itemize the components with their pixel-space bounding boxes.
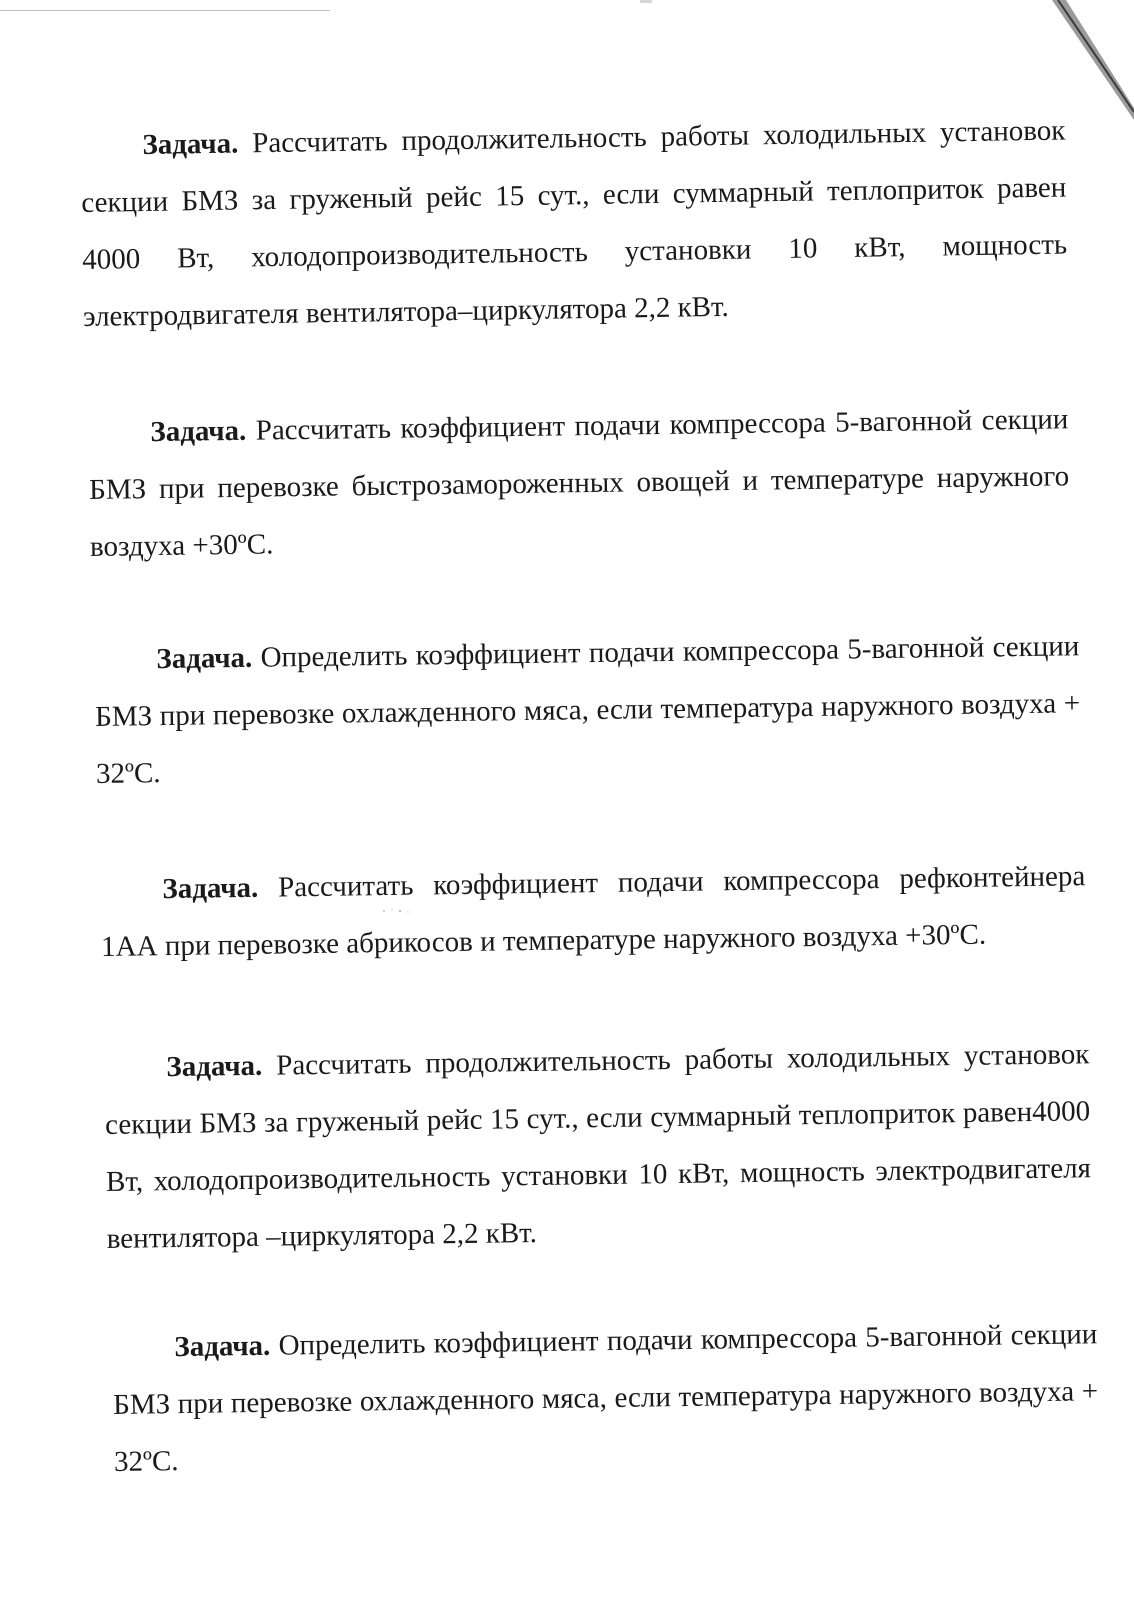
scan-mark	[640, 0, 652, 3]
task-text: Рассчитать коэффициент подачи компрессора рефконтейнера 1АА при перевозке абрикосов и температуре наружного воздуха +30ºС.	[100, 860, 1086, 963]
task-text: Рассчитать продолжительность работы холодильных установок секции БМЗ за груженый рейс 15 сут., если суммарный теплоприток равен 4000 Вт, холодопроизводительность установки 10 кВт, мощность электродвигателя вентилятора–циркулятора 2,2 кВт.	[81, 114, 1068, 333]
task-paragraph-2	[88, 391, 1070, 576]
task-label: Задача.	[156, 641, 253, 676]
task-paragraph-5	[104, 1026, 1092, 1268]
task-paragraph-4	[100, 848, 1086, 976]
task-label: Задача.	[174, 1329, 271, 1364]
scan-edge-line	[0, 10, 330, 11]
task-paragraph-6	[112, 1306, 1099, 1491]
task-text: Определить коэффициент подачи компрессора 5-вагонной секции БМЗ при перевозке охлажденного мяса, если температура наружного воздуха + 32ºС.	[94, 630, 1081, 790]
task-text: Рассчитать продолжительность работы холодильных установок секции БМЗ за груженый рейс 15 сут., если суммарный теплоприток равен4000 Вт, холодопроизводительность установки 10 кВт, мощность электродвигателя вентилятора –циркулятора 2,2 кВт.	[104, 1038, 1092, 1255]
task-label: Задача.	[162, 871, 259, 906]
task-text: Рассчитать коэффициент подачи компрессора 5-вагонной секции БМЗ при перевозке быстрозамороженных овощей и температуре наружного воздуха +30ºС.	[88, 403, 1070, 563]
task-label: Задача.	[150, 414, 247, 449]
task-paragraph-1	[80, 103, 1068, 346]
task-label: Задача.	[166, 1049, 263, 1084]
task-text: Определить коэффициент подачи компрессора 5-вагонной секции БМЗ при перевозке охлажденного мяса, если температура наружного воздуха + 32ºС.	[112, 1318, 1099, 1478]
task-label: Задача.	[142, 127, 239, 162]
task-paragraph-3	[94, 618, 1081, 803]
